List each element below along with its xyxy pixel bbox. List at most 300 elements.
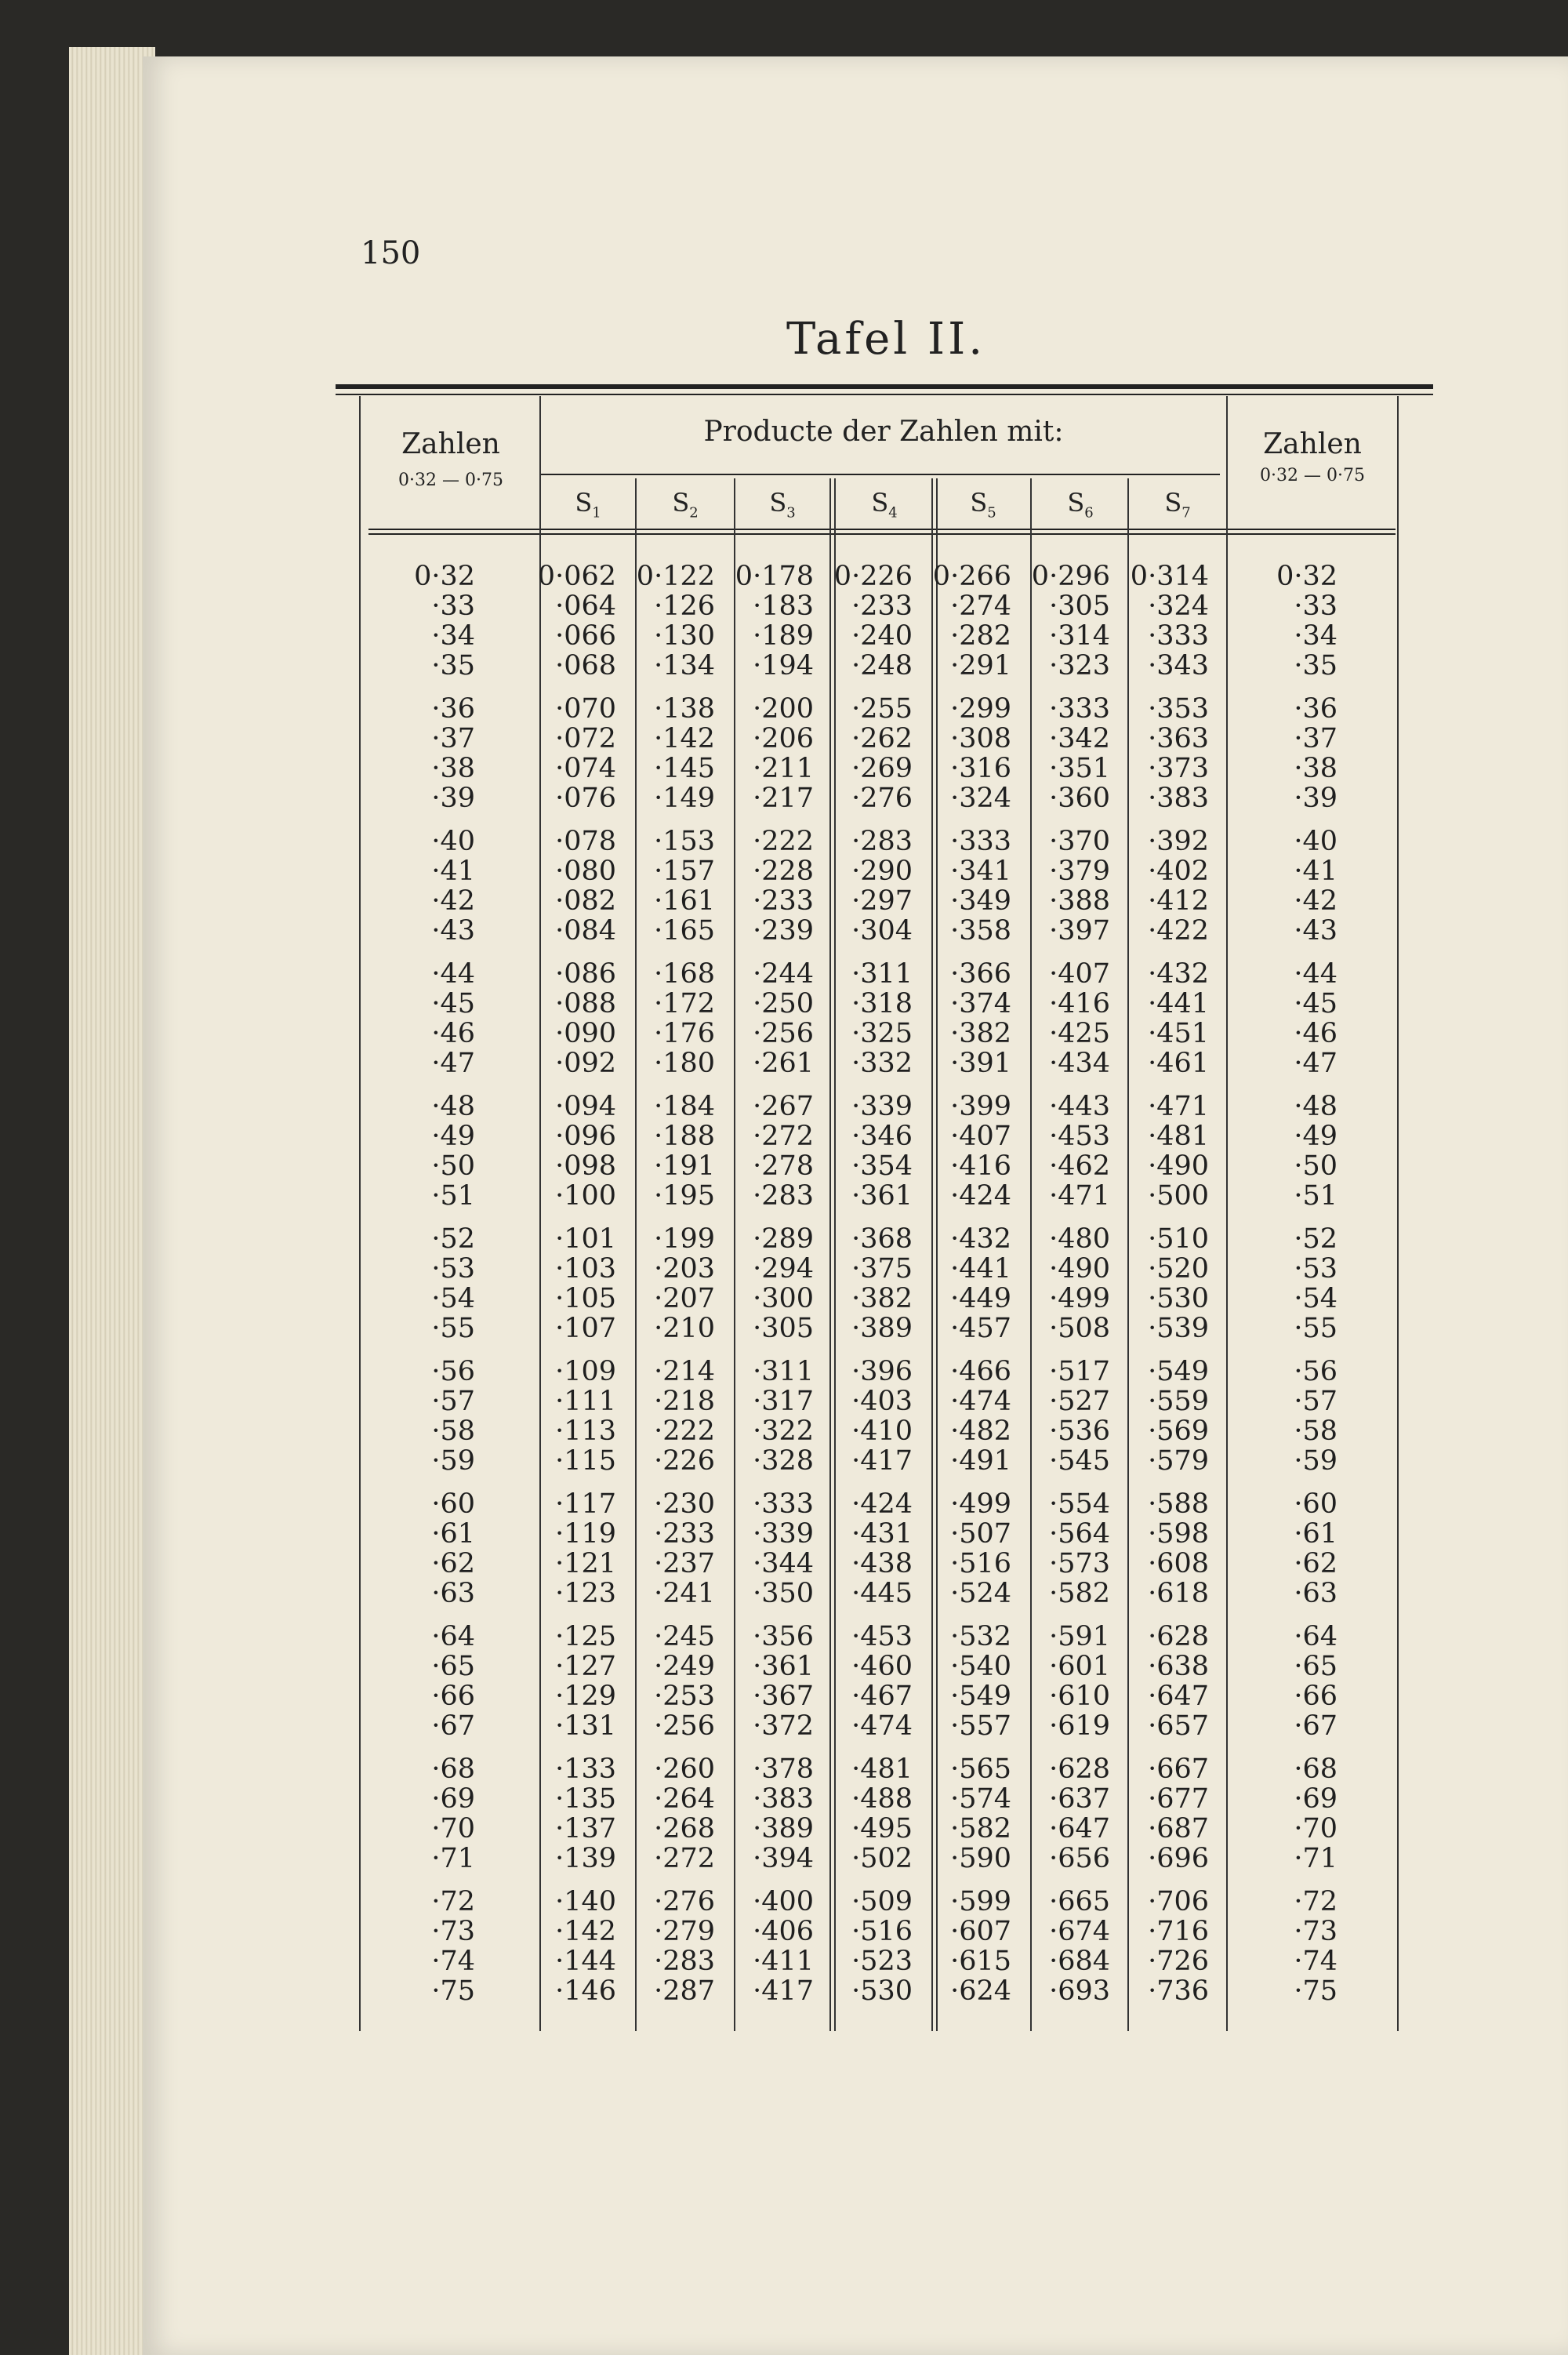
cell-zahl-left: ·38	[431, 753, 475, 784]
page-number: 150	[361, 235, 421, 271]
cell-s6: ·684	[1049, 1946, 1110, 1977]
cell-s1: ·140	[555, 1886, 616, 1917]
cell-s3: ·233	[753, 885, 814, 917]
cell-s2: ·126	[654, 591, 715, 622]
cell-zahl-right: ·49	[1294, 1121, 1338, 1152]
cell-zahl-right: ·50	[1294, 1150, 1338, 1182]
cell-zahl-left: ·62	[431, 1548, 475, 1579]
cell-s5: ·615	[950, 1946, 1011, 1977]
cell-s2: ·161	[654, 885, 715, 917]
cell-zahl-right: ·63	[1294, 1578, 1338, 1609]
cell-s6: ·314	[1049, 620, 1110, 652]
cell-s5: ·599	[950, 1886, 1011, 1917]
cell-s5: ·457	[950, 1313, 1011, 1344]
cell-s3: ·361	[753, 1651, 814, 1682]
cell-s4: ·417	[851, 1445, 913, 1477]
cell-s1: ·080	[555, 856, 616, 887]
cell-zahl-right: ·34	[1294, 620, 1338, 652]
cell-s3: ·344	[753, 1548, 814, 1579]
cell-s3: ·289	[753, 1223, 814, 1255]
cell-s7: ·412	[1148, 885, 1209, 917]
cell-s1: ·076	[555, 783, 616, 814]
cell-s7: ·706	[1148, 1886, 1209, 1917]
cell-s7: ·363	[1148, 723, 1209, 754]
cell-s1: ·074	[555, 753, 616, 784]
cell-s7: ·432	[1148, 958, 1209, 990]
cell-s7: ·657	[1148, 1710, 1209, 1742]
cell-s2: ·218	[654, 1386, 715, 1417]
cell-s2: ·172	[654, 988, 715, 1019]
cell-s3: ·261	[753, 1048, 814, 1079]
cell-s1: ·115	[555, 1445, 616, 1477]
cell-zahl-right: ·42	[1294, 885, 1338, 917]
cell-s1: ·088	[555, 988, 616, 1019]
cell-s3: ·222	[753, 826, 814, 857]
cell-s4: ·361	[851, 1180, 913, 1212]
cell-s3: ·283	[753, 1180, 814, 1212]
header-rule-bottom	[368, 533, 1396, 535]
cell-s2: ·222	[654, 1416, 715, 1447]
cell-s3: ·317	[753, 1386, 814, 1417]
cell-s3: ·278	[753, 1150, 814, 1182]
cell-s2: ·260	[654, 1754, 715, 1785]
cell-zahl-right: ·71	[1294, 1843, 1338, 1874]
cell-zahl-left: ·50	[431, 1150, 475, 1182]
cell-s2: ·207	[654, 1283, 715, 1314]
cell-s2: ·226	[654, 1445, 715, 1477]
cell-s6: ·508	[1049, 1313, 1110, 1344]
cell-s1: ·101	[555, 1223, 616, 1255]
cell-s2: ·272	[654, 1843, 715, 1874]
cell-s3: ·378	[753, 1754, 814, 1785]
cell-s2: ·210	[654, 1313, 715, 1344]
cell-s3: ·350	[753, 1578, 814, 1609]
cell-zahl-right: ·36	[1294, 693, 1338, 725]
cell-s1: ·137	[555, 1813, 616, 1844]
cell-s1: ·082	[555, 885, 616, 917]
cell-zahl-left: ·60	[431, 1488, 475, 1520]
cell-zahl-left: ·45	[431, 988, 475, 1019]
cell-s2: ·214	[654, 1356, 715, 1387]
cell-s4: ·304	[851, 915, 913, 947]
cell-s6: ·591	[1049, 1621, 1110, 1652]
cell-s7: ·716	[1148, 1916, 1209, 1947]
cell-s5: ·416	[950, 1150, 1011, 1182]
cell-zahl-left: ·63	[431, 1578, 475, 1609]
cell-s6: ·554	[1049, 1488, 1110, 1520]
cell-s1: ·092	[555, 1048, 616, 1079]
left-zahlen-label: Zahlen	[401, 428, 500, 460]
top-rule-thick	[336, 384, 1433, 389]
cell-s6: ·674	[1049, 1916, 1110, 1947]
col-header-s7: $S_7$	[1164, 488, 1191, 522]
cell-s6: ·388	[1049, 885, 1110, 917]
cell-s4: ·424	[851, 1488, 913, 1520]
cell-s5: ·324	[950, 783, 1011, 814]
cell-s4: ·290	[851, 856, 913, 887]
cell-s3: ·372	[753, 1710, 814, 1742]
cell-s7: ·608	[1148, 1548, 1209, 1579]
cell-s5: ·299	[950, 693, 1011, 725]
cell-s5: ·282	[950, 620, 1011, 652]
cell-s4: ·481	[851, 1754, 913, 1785]
cell-s2: ·279	[654, 1916, 715, 1947]
cell-s1: ·133	[555, 1754, 616, 1785]
cell-s7: ·343	[1148, 650, 1209, 681]
cell-zahl-left: ·36	[431, 693, 475, 725]
table-title: Tafel II.	[786, 314, 985, 365]
cell-zahl-right: ·56	[1294, 1356, 1338, 1387]
cell-s1: ·096	[555, 1121, 616, 1152]
cell-s3: ·322	[753, 1416, 814, 1447]
cell-s4: ·375	[851, 1253, 913, 1285]
cell-s4: ·368	[851, 1223, 913, 1255]
cell-s1: ·125	[555, 1621, 616, 1652]
cell-zahl-left: ·70	[431, 1813, 475, 1844]
cell-zahl-right: ·55	[1294, 1313, 1338, 1344]
cell-zahl-left: ·48	[431, 1091, 475, 1122]
cell-s5: ·582	[950, 1813, 1011, 1844]
cell-s7: ·588	[1148, 1488, 1209, 1520]
cell-zahl-left: ·75	[431, 1975, 475, 2007]
cell-s7: ·324	[1148, 591, 1209, 622]
cell-s7: ·451	[1148, 1018, 1209, 1049]
cell-s7: ·392	[1148, 826, 1209, 857]
frame-right	[1397, 396, 1399, 2031]
cell-zahl-right: ·53	[1294, 1253, 1338, 1285]
cell-s1: ·111	[555, 1386, 616, 1417]
cell-s3: ·217	[753, 783, 814, 814]
cell-s1: ·131	[555, 1710, 616, 1742]
cell-s4: 0·226	[833, 561, 913, 592]
producte-underline	[541, 474, 1220, 475]
cell-s3: ·311	[753, 1356, 814, 1387]
cell-s2: ·230	[654, 1488, 715, 1520]
cell-zahl-left: ·43	[431, 915, 475, 947]
cell-s1: ·146	[555, 1975, 616, 2007]
cell-s2: ·287	[654, 1975, 715, 2007]
cell-s1: ·086	[555, 958, 616, 990]
cell-s7: ·598	[1148, 1518, 1209, 1550]
cell-zahl-left: ·61	[431, 1518, 475, 1550]
cell-s7: ·628	[1148, 1621, 1209, 1652]
cell-s4: ·403	[851, 1386, 913, 1417]
cell-s5: ·549	[950, 1681, 1011, 1712]
cell-s5: ·308	[950, 723, 1011, 754]
cell-s3: ·250	[753, 988, 814, 1019]
cell-s5: ·449	[950, 1283, 1011, 1314]
cell-s2: ·168	[654, 958, 715, 990]
cell-s4: ·530	[851, 1975, 913, 2007]
cell-zahl-left: ·41	[431, 856, 475, 887]
cell-s6: ·536	[1049, 1416, 1110, 1447]
cell-s7: ·726	[1148, 1946, 1209, 1977]
cell-zahl-right: ·72	[1294, 1886, 1338, 1917]
cell-zahl-right: ·43	[1294, 915, 1338, 947]
cell-zahl-left: ·72	[431, 1886, 475, 1917]
cell-zahl-left: ·64	[431, 1621, 475, 1652]
cell-zahl-right: ·54	[1294, 1283, 1338, 1314]
cell-s3: ·267	[753, 1091, 814, 1122]
cell-s1: ·066	[555, 620, 616, 652]
cell-s6: ·582	[1049, 1578, 1110, 1609]
cell-s7: ·687	[1148, 1813, 1209, 1844]
cell-s4: ·523	[851, 1946, 913, 1977]
cell-s4: ·297	[851, 885, 913, 917]
cell-s4: ·445	[851, 1578, 913, 1609]
col-header-s5: $S_5$	[970, 488, 996, 522]
cell-zahl-left: ·37	[431, 723, 475, 754]
cell-s7: ·373	[1148, 753, 1209, 784]
cell-s5: ·291	[950, 650, 1011, 681]
cell-s2: ·264	[654, 1783, 715, 1815]
cell-s2: ·283	[654, 1946, 715, 1977]
cell-s6: ·471	[1049, 1180, 1110, 1212]
cell-s7: ·549	[1148, 1356, 1209, 1387]
cell-s4: ·438	[851, 1548, 913, 1579]
cell-s5: ·358	[950, 915, 1011, 947]
cell-zahl-left: ·33	[431, 591, 475, 622]
cell-zahl-left: ·44	[431, 958, 475, 990]
cell-zahl-right: ·60	[1294, 1488, 1338, 1520]
cell-s2: ·165	[654, 915, 715, 947]
cell-s2: ·188	[654, 1121, 715, 1152]
cell-zahl-right: ·48	[1294, 1091, 1338, 1122]
cell-s4: ·467	[851, 1681, 913, 1712]
cell-s3: ·239	[753, 915, 814, 947]
cell-zahl-left: 0·32	[414, 561, 475, 592]
cell-s6: ·637	[1049, 1783, 1110, 1815]
cell-zahl-left: ·66	[431, 1681, 475, 1712]
cell-s4: ·248	[851, 650, 913, 681]
cell-zahl-left: ·46	[431, 1018, 475, 1049]
cell-s5: ·341	[950, 856, 1011, 887]
cell-zahl-left: ·57	[431, 1386, 475, 1417]
cell-s7: ·471	[1148, 1091, 1209, 1122]
cell-s6: ·305	[1049, 591, 1110, 622]
cell-zahl-right: ·70	[1294, 1813, 1338, 1844]
cell-s6: ·517	[1049, 1356, 1110, 1387]
cell-s5: ·407	[950, 1121, 1011, 1152]
cell-s2: ·153	[654, 826, 715, 857]
cell-s2: ·191	[654, 1150, 715, 1182]
cell-s3: ·339	[753, 1518, 814, 1550]
col-header-s1: $S_1$	[575, 488, 601, 522]
cell-s5: ·382	[950, 1018, 1011, 1049]
cell-s2: ·233	[654, 1518, 715, 1550]
cell-s5: ·441	[950, 1253, 1011, 1285]
cell-s6: ·462	[1049, 1150, 1110, 1182]
cell-s3: ·211	[753, 753, 814, 784]
cell-s7: ·333	[1148, 620, 1209, 652]
cell-s7: ·638	[1148, 1651, 1209, 1682]
col-header-s4: $S_4$	[871, 488, 898, 522]
cell-zahl-left: ·42	[431, 885, 475, 917]
cell-s2: ·253	[654, 1681, 715, 1712]
cell-s6: ·619	[1049, 1710, 1110, 1742]
cell-s2: ·180	[654, 1048, 715, 1079]
cell-s5: ·366	[950, 958, 1011, 990]
cell-s1: ·119	[555, 1518, 616, 1550]
cell-s3: ·417	[753, 1975, 814, 2007]
cell-zahl-right: ·65	[1294, 1651, 1338, 1682]
cell-s4: ·283	[851, 826, 913, 857]
cell-s3: ·206	[753, 723, 814, 754]
cell-s7: ·677	[1148, 1783, 1209, 1815]
cell-s1: ·084	[555, 915, 616, 947]
cell-s4: ·453	[851, 1621, 913, 1652]
cell-s5: ·374	[950, 988, 1011, 1019]
cell-s1: ·105	[555, 1283, 616, 1314]
cell-s5: ·399	[950, 1091, 1011, 1122]
cell-zahl-right: ·68	[1294, 1754, 1338, 1785]
cell-zahl-right: ·35	[1294, 650, 1338, 681]
cell-s6: ·490	[1049, 1253, 1110, 1285]
cell-zahl-right: ·41	[1294, 856, 1338, 887]
cell-s6: ·564	[1049, 1518, 1110, 1550]
cell-s4: ·495	[851, 1813, 913, 1844]
cell-s4: ·233	[851, 591, 913, 622]
cell-s2: ·130	[654, 620, 715, 652]
cell-zahl-right: ·61	[1294, 1518, 1338, 1550]
cell-s7: 0·314	[1130, 561, 1209, 592]
cell-s1: ·142	[555, 1916, 616, 1947]
cell-s4: ·269	[851, 753, 913, 784]
cell-s7: ·539	[1148, 1313, 1209, 1344]
cell-zahl-left: ·73	[431, 1916, 475, 1947]
cell-zahl-right: ·64	[1294, 1621, 1338, 1652]
cell-s7: ·579	[1148, 1445, 1209, 1477]
cell-s6: ·601	[1049, 1651, 1110, 1682]
cell-s1: ·070	[555, 693, 616, 725]
cell-zahl-left: ·53	[431, 1253, 475, 1285]
cell-s1: ·127	[555, 1651, 616, 1682]
cell-s6: ·397	[1049, 915, 1110, 947]
cell-s3: ·356	[753, 1621, 814, 1652]
header-rule-top	[368, 529, 1396, 530]
cell-zahl-right: ·37	[1294, 723, 1338, 754]
cell-zahl-left: ·74	[431, 1946, 475, 1977]
cell-s6: ·360	[1049, 783, 1110, 814]
cell-s2: ·138	[654, 693, 715, 725]
cell-s6: ·425	[1049, 1018, 1110, 1049]
cell-s5: ·482	[950, 1416, 1011, 1447]
cell-zahl-left: ·71	[431, 1843, 475, 1874]
cell-s6: ·665	[1049, 1886, 1110, 1917]
cell-s2: ·157	[654, 856, 715, 887]
cell-s1: ·109	[555, 1356, 616, 1387]
cell-s4: ·502	[851, 1843, 913, 1874]
cell-s6: ·351	[1049, 753, 1110, 784]
cell-zahl-right: ·67	[1294, 1710, 1338, 1742]
cell-zahl-left: ·68	[431, 1754, 475, 1785]
cell-s3: ·256	[753, 1018, 814, 1049]
cell-s1: ·139	[555, 1843, 616, 1874]
cell-s5: ·532	[950, 1621, 1011, 1652]
cell-s6: ·379	[1049, 856, 1110, 887]
cell-s4: ·509	[851, 1886, 913, 1917]
cell-s4: ·396	[851, 1356, 913, 1387]
cell-s7: ·647	[1148, 1681, 1209, 1712]
cell-zahl-left: ·49	[431, 1121, 475, 1152]
cell-s3: ·244	[753, 958, 814, 990]
cell-s2: ·176	[654, 1018, 715, 1049]
cell-s3: ·406	[753, 1916, 814, 1947]
cell-s1: ·094	[555, 1091, 616, 1122]
cell-s2: ·199	[654, 1223, 715, 1255]
cell-s4: ·276	[851, 783, 913, 814]
cell-s7: ·500	[1148, 1180, 1209, 1212]
cell-s3: ·333	[753, 1488, 814, 1520]
cell-zahl-right: ·58	[1294, 1416, 1338, 1447]
cell-s6: 0·296	[1031, 561, 1110, 592]
cell-s1: ·135	[555, 1783, 616, 1815]
cell-s4: ·382	[851, 1283, 913, 1314]
cell-s6: ·499	[1049, 1283, 1110, 1314]
cell-s2: ·134	[654, 650, 715, 681]
cell-s4: ·354	[851, 1150, 913, 1182]
cell-zahl-left: ·58	[431, 1416, 475, 1447]
cell-s1: ·064	[555, 591, 616, 622]
cell-s6: ·527	[1049, 1386, 1110, 1417]
cell-s6: ·480	[1049, 1223, 1110, 1255]
cell-s2: ·249	[654, 1651, 715, 1682]
cell-s3: ·389	[753, 1813, 814, 1844]
cell-zahl-right: 0·32	[1276, 561, 1338, 592]
cell-s4: ·240	[851, 620, 913, 652]
cell-s6: ·573	[1049, 1548, 1110, 1579]
cell-zahl-right: ·39	[1294, 783, 1338, 814]
cell-s2: ·268	[654, 1813, 715, 1844]
cell-s6: ·656	[1049, 1843, 1110, 1874]
cell-s3: ·367	[753, 1681, 814, 1712]
producte-label: Producte der Zahlen mit:	[703, 416, 1064, 448]
cell-s5: ·424	[950, 1180, 1011, 1212]
cell-s5: ·274	[950, 591, 1011, 622]
cell-s6: ·693	[1049, 1975, 1110, 2007]
cell-s6: ·416	[1049, 988, 1110, 1019]
cell-zahl-right: ·75	[1294, 1975, 1338, 2007]
cell-s7: ·422	[1148, 915, 1209, 947]
cell-s6: ·628	[1049, 1754, 1110, 1785]
cell-s5: ·316	[950, 753, 1011, 784]
cell-zahl-right: ·66	[1294, 1681, 1338, 1712]
cell-s3: ·294	[753, 1253, 814, 1285]
cell-s6: ·545	[1049, 1445, 1110, 1477]
left-zahlen-range: 0·32 — 0·75	[398, 471, 503, 490]
cell-s4: ·488	[851, 1783, 913, 1815]
cell-s4: ·325	[851, 1018, 913, 1049]
cell-s7: ·402	[1148, 856, 1209, 887]
cell-s5: ·432	[950, 1223, 1011, 1255]
cell-zahl-left: ·55	[431, 1313, 475, 1344]
cell-s1: ·117	[555, 1488, 616, 1520]
cell-s3: ·394	[753, 1843, 814, 1874]
cell-s4: ·332	[851, 1048, 913, 1079]
cell-s4: ·460	[851, 1651, 913, 1682]
cell-s3: ·272	[753, 1121, 814, 1152]
cell-s7: ·559	[1148, 1386, 1209, 1417]
cell-zahl-left: ·35	[431, 650, 475, 681]
cell-zahl-right: ·62	[1294, 1548, 1338, 1579]
cell-s1: ·098	[555, 1150, 616, 1182]
cell-s3: ·300	[753, 1283, 814, 1314]
cell-s5: ·507	[950, 1518, 1011, 1550]
cell-s3: ·328	[753, 1445, 814, 1477]
cell-zahl-right: ·69	[1294, 1783, 1338, 1815]
cell-s5: ·524	[950, 1578, 1011, 1609]
cell-s4: ·262	[851, 723, 913, 754]
